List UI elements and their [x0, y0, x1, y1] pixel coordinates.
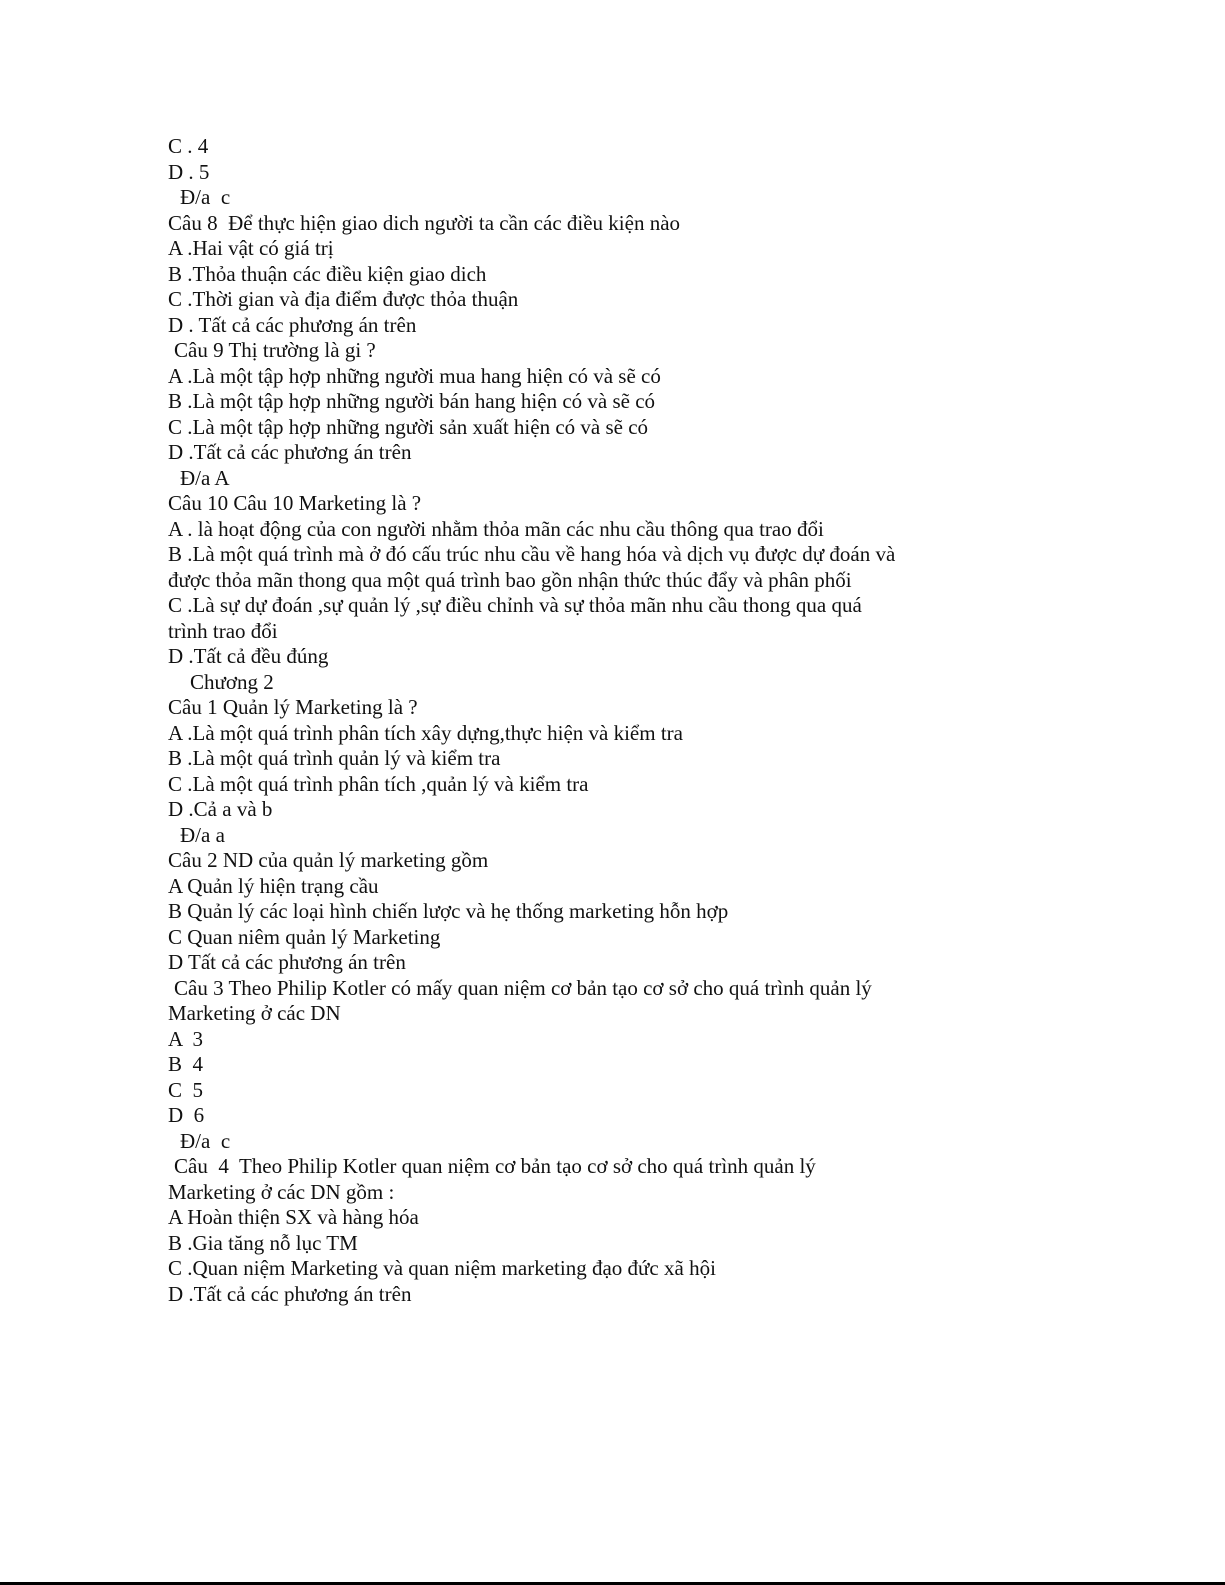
answer-option: C .Là một quá trình phân tích ,quản lý và kiểm tra [168, 771, 589, 796]
answer-option: D . Tất cả các phương án trên [168, 312, 417, 337]
answer-option: B .Thỏa thuận các điều kiện giao dich [168, 261, 487, 286]
answer-option: B .Gia tăng nỗ lục TM [168, 1230, 358, 1255]
answer-option: C .Thời gian và địa điểm được thỏa thuận [168, 287, 519, 311]
question-heading: Câu 8 Để thực hiện giao dich người ta cần các điều kiện nào [168, 210, 681, 235]
question-heading: Câu 10 Câu 10 Marketing là ? [168, 491, 422, 515]
answer-option: A Hoàn thiện SX và hàng hóa [168, 1205, 419, 1229]
chapter-heading: Chương 2 [190, 669, 274, 694]
answer-option: B .Là một quá trình mà ở đó cấu trúc nhu cầu về hang hóa và dịch vụ được dự đoán và [168, 542, 896, 566]
answer-option: C .Quan niệm Marketing và quan niệm marketing đạo đức xã hội [168, 1256, 716, 1280]
question-heading: Câu 2 ND của quản lý marketing gồm [168, 848, 489, 872]
answer-option: B 4 [168, 1052, 204, 1076]
document-body [168, 134, 988, 1307]
question-heading-continued: Marketing ở các DN [168, 1001, 341, 1025]
answer-option: C 5 [168, 1077, 204, 1102]
answer-option-continued: trình trao đổi [168, 618, 278, 643]
answer-option: B .Là một quá trình quản lý và kiểm tra [168, 746, 501, 770]
answer-option-continued: được thỏa mãn thong qua một quá trình bao gồn nhận thức thúc đẩy và phân phối [168, 567, 852, 592]
answer-option: D 6 [168, 1103, 205, 1127]
question-heading: Câu 9 Thị trường là gi ? [174, 338, 376, 362]
answer-key: Đ/a A [180, 465, 230, 490]
answer-option: D Tất cả các phương án trên [168, 950, 406, 974]
answer-option: D .Cả a và b [168, 797, 273, 821]
question-heading: Câu 3 Theo Philip Kotler có mấy quan niệm cơ bản tạo cơ sở cho quá trình quản lý [174, 975, 872, 1000]
question-heading: Câu 4 Theo Philip Kotler quan niệm cơ bản tạo cơ sở cho quá trình quản lý [174, 1154, 816, 1178]
answer-key: Đ/a c [180, 185, 231, 209]
answer-option: C . 4 [168, 134, 209, 158]
question-heading-continued: Marketing ở các DN gồm : [168, 1179, 395, 1204]
question-heading: Câu 1 Quản lý Marketing là ? [168, 695, 418, 719]
answer-option: B .Là một tập hợp những người bán hang hiện có và sẽ có [168, 389, 656, 413]
answer-option: A .Là một quá trình phân tích xây dựng,thực hiện và kiểm tra [168, 720, 683, 745]
answer-option: A .Hai vật có giá trị [168, 236, 334, 260]
answer-option: D .Tất cả đều đúng [168, 644, 329, 668]
answer-option: D .Tất cả các phương án trên [168, 440, 412, 464]
answer-option: A 3 [168, 1026, 204, 1051]
answer-option: A . là hoạt động của con người nhằm thỏa mãn các nhu cầu thông qua trao đổi [168, 516, 824, 541]
answer-key: Đ/a c [180, 1128, 231, 1153]
answer-option: D . 5 [168, 159, 210, 184]
answer-option: A .Là một tập hợp những người mua hang hiện có và sẽ có [168, 363, 661, 388]
answer-option: C Quan niêm quản lý Marketing [168, 924, 441, 949]
answer-option: D .Tất cả các phương án trên [168, 1281, 412, 1306]
answer-key: Đ/a a [180, 822, 225, 847]
answer-option: C .Là một tập hợp những người sản xuất hiện có và sẽ có [168, 414, 649, 439]
answer-option: A Quản lý hiện trạng cầu [168, 873, 379, 898]
answer-option: C .Là sự dự đoán ,sự quản lý ,sự điều chỉnh và sự thỏa mãn nhu cầu thong qua quá [168, 593, 862, 617]
answer-option: B Quản lý các loại hình chiến lược và hẹ thống marketing hỗn hợp [168, 899, 729, 923]
